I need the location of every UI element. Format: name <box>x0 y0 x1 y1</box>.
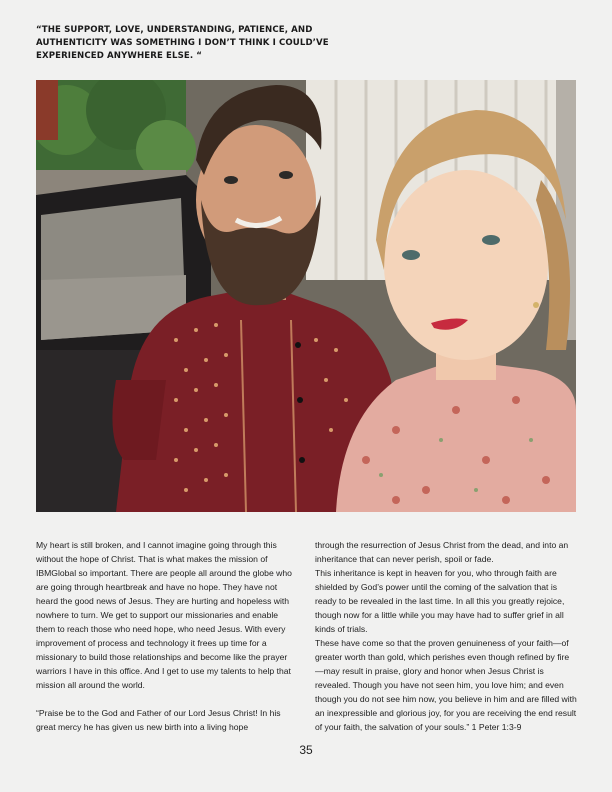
body-paragraph: My heart is still broken, and I cannot imagine going through this without the hope of Christ. That is what makes the mission of IBMGlobal so important. There are people all around the globe who are going through heartbreak and have no hope. They have not heard the good news of Jesus. They are hurting and hopeless with nowhere to turn. We get to support our missionaries and enable them to reach those who need hope, who need Jesus. With every improvement of process and technology it frees up time for a missionary to build those relationships and become like the prayer warriors I have in this office. And I get to use my talents to help that mission all around the world. <box>36 540 292 690</box>
left-column <box>36 538 298 734</box>
right-column <box>315 538 577 734</box>
couple-photo <box>36 80 576 512</box>
page-number: 35 <box>299 743 313 757</box>
scripture-quote-end: These have come so that the proven genuineness of your faith—of greater worth than gold, which perishes even though refined by fire—may result in praise, glory and honor when Jesus Christ is revealed. Though you have not seen him, you love him; and even though you do not see him now, you believe in him and are filled with an inexpressible and glorious joy, for you are receiving the end result of your faith, the salvation of your souls.” 1 Peter 1:3-9 <box>315 638 577 732</box>
scripture-quote-continued: through the resurrection of Jesus Christ from the dead, and into an inheritance that can never perish, spoil or fade. This inheritance is kept in heaven for you, who through faith are shielded by God’s power until the coming of the salvation that is ready to be revealed in the last time. In all this you greatly rejoice, though now for a little while you may have had to suffer grief in all kinds of trials. <box>315 540 569 634</box>
pull-quote: “THE SUPPORT, LOVE, UNDERSTANDING, PATIENCE, AND AUTHENTICITY WAS SOMETHING I DON’T THINK I COULD’VE EXPERIENCED ANYWHERE ELSE. “ <box>36 25 329 61</box>
scripture-quote-start: “Praise be to the God and Father of our Lord Jesus Christ! In his great mercy he has given us new birth into a living hope <box>36 708 281 732</box>
